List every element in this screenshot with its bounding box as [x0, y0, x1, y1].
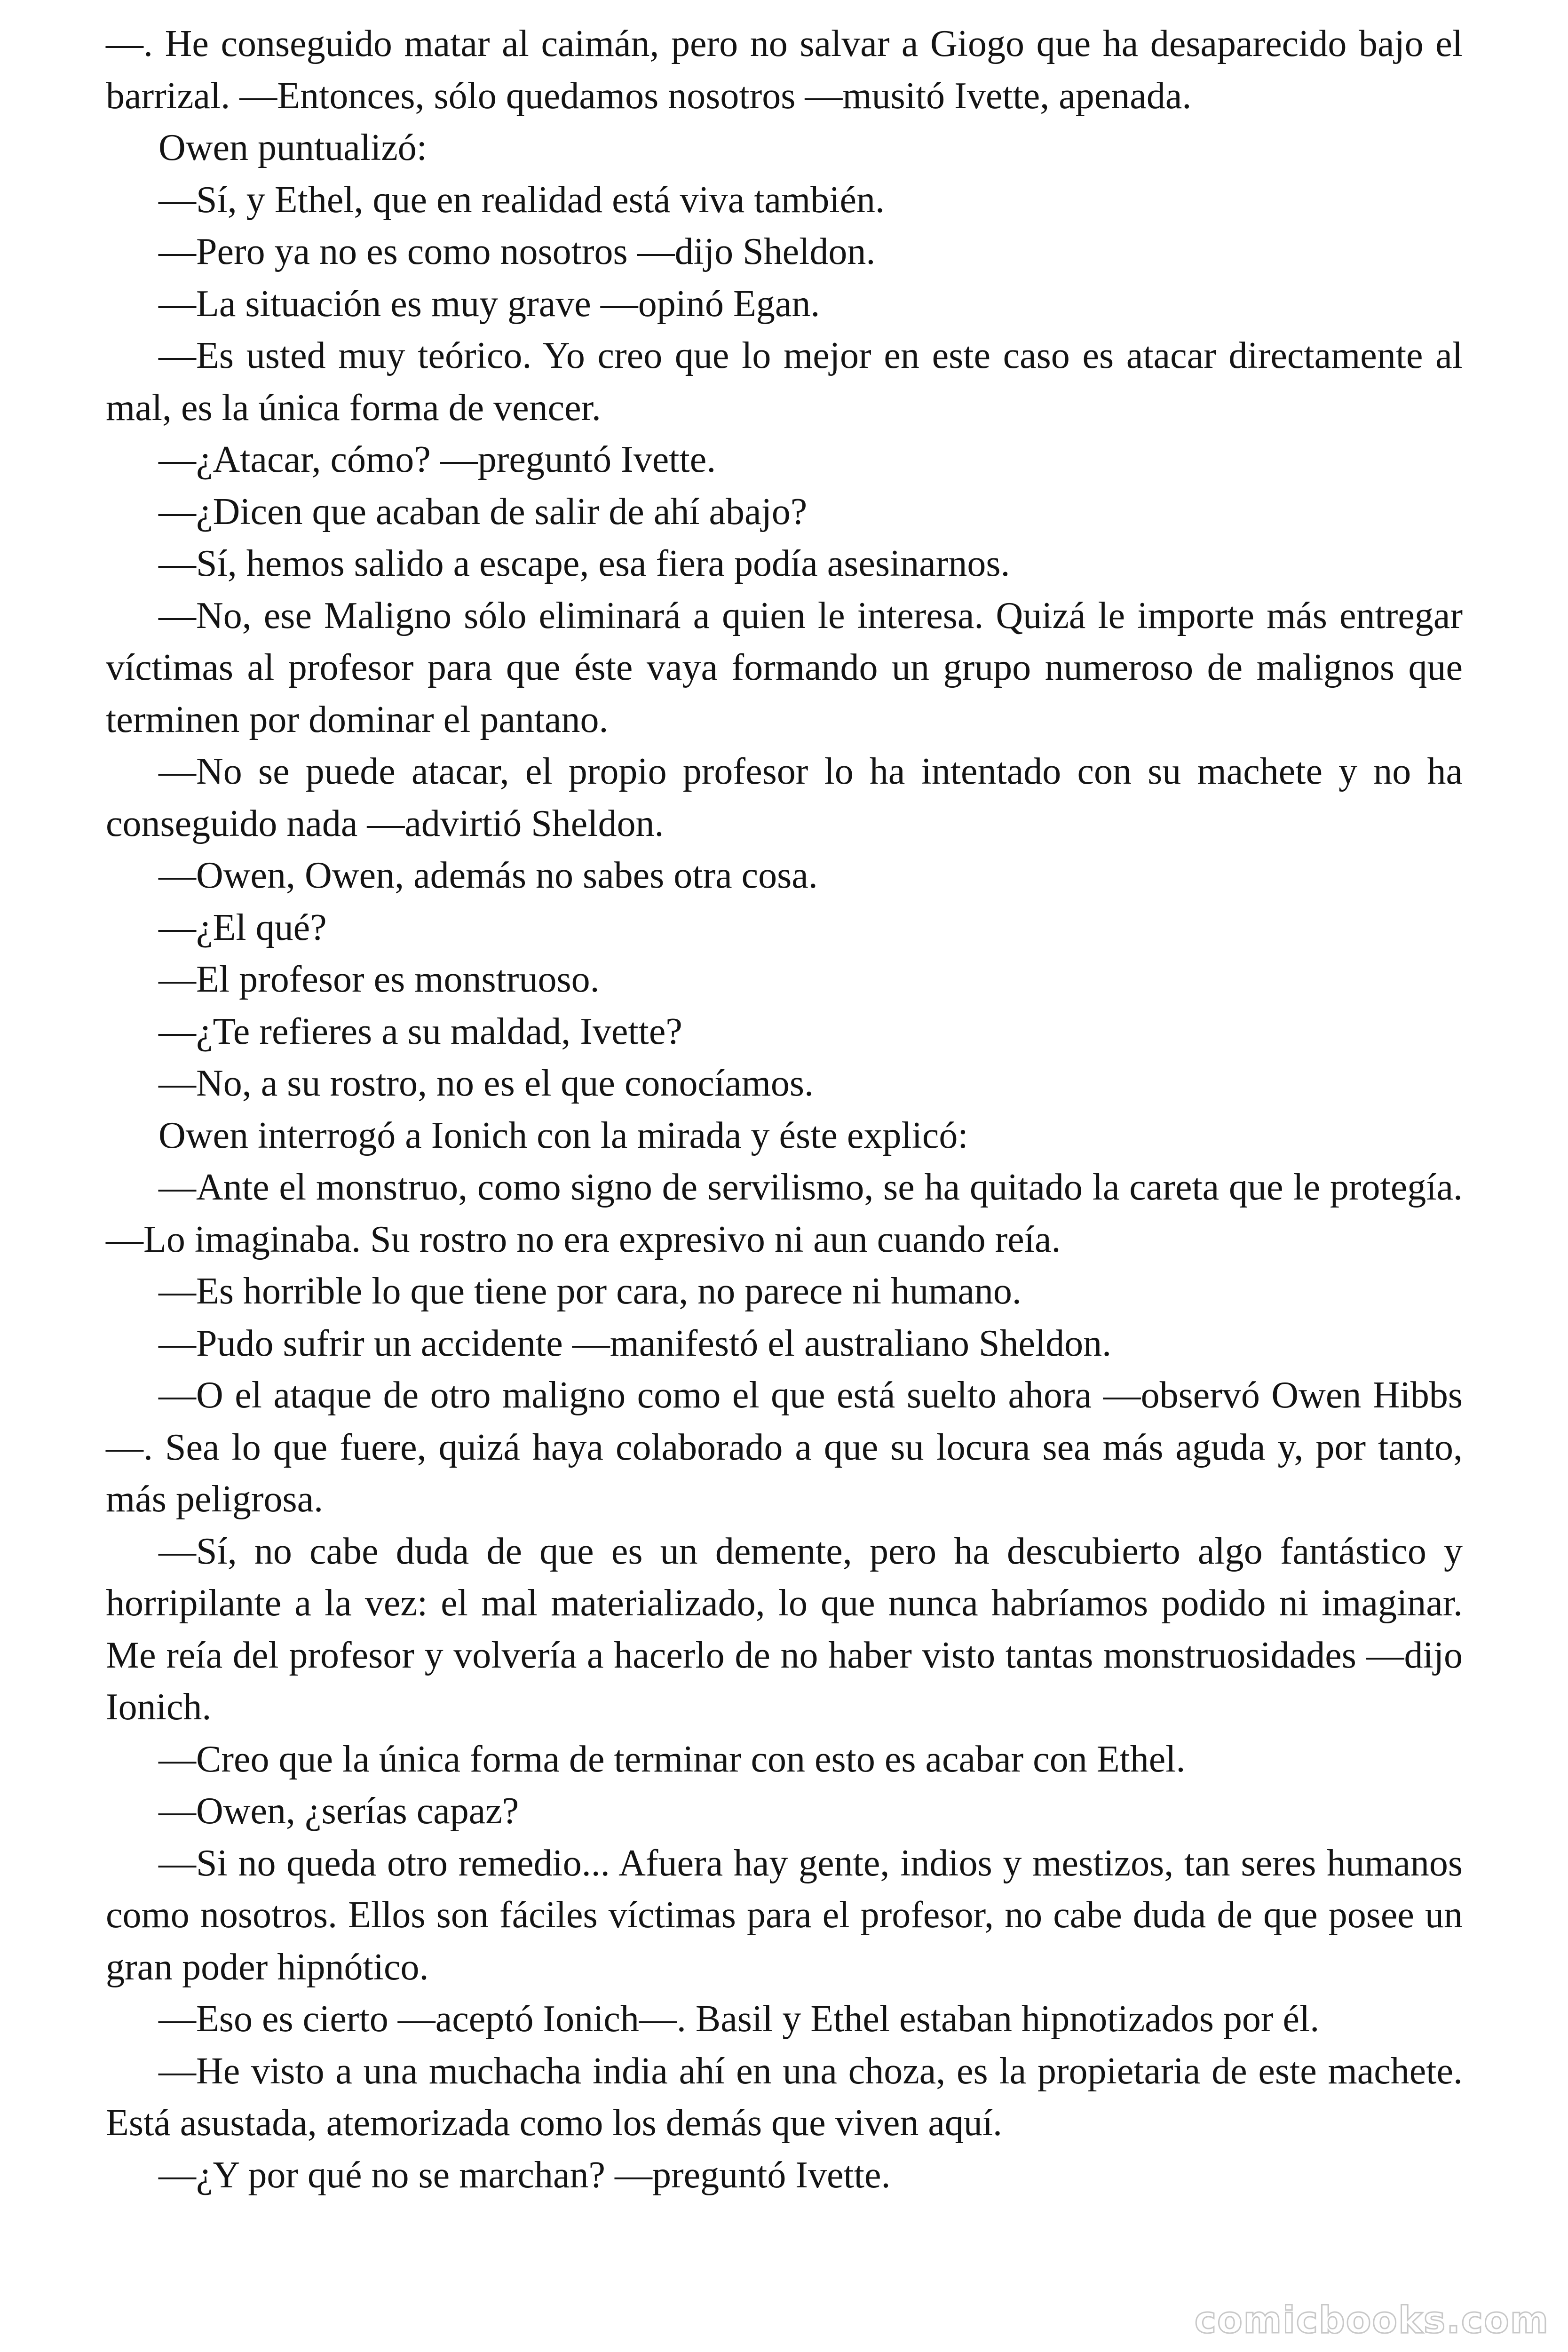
- paragraph: Owen puntualizó:: [158, 127, 427, 168]
- paragraph: —Es horrible lo que tiene por cara, no parece ni humano.: [158, 1271, 1022, 1312]
- paragraph: —No, ese Maligno sólo eliminará a quien le interesa. Quizá le importe más entregar víctimas al profesor para que éste vaya formando un grupo numeroso de malignos que terminen por dominar el pantano.: [106, 595, 1463, 740]
- paragraph: —Ante el monstruo, como signo de servilismo, se ha quitado la careta que le protegía. —Lo imaginaba. Su rostro no era expresivo ni aun cuando reía.: [106, 1167, 1463, 1260]
- paragraph: —¿El qué?: [158, 906, 327, 948]
- paragraph: —El profesor es monstruoso.: [158, 959, 600, 1000]
- paragraph: —¿Atacar, cómo? —preguntó Ivette.: [158, 439, 716, 480]
- watermark: comicbooks.com: [1194, 2299, 1549, 2342]
- paragraph: —Si no queda otro remedio... Afuera hay gente, indios y mestizos, tan seres humanos como nosotros. Ellos son fáciles víctimas para el profesor, no cabe duda de que posee un gran poder hipnótico.: [106, 1842, 1463, 1988]
- paragraph: —. He conseguido matar al caimán, pero no salvar a Giogo que ha desaparecido bajo el barrizal. —Entonces, sólo quedamos nosotros —musitó Ivette, apenada.: [106, 23, 1463, 117]
- paragraph: —¿Te refieres a su maldad, Ivette?: [158, 1010, 682, 1052]
- paragraph: Owen interrogó a Ionich con la mirada y éste explicó:: [158, 1114, 968, 1156]
- paragraph: —Pero ya no es como nosotros —dijo Sheldon.: [158, 231, 876, 272]
- paragraph: —Owen, Owen, además no sabes otra cosa.: [158, 855, 818, 896]
- paragraph: —O el ataque de otro maligno como el que está suelto ahora —observó Owen Hibbs—. Sea lo que fuere, quizá haya colaborado a que su locura sea más aguda y, por tanto, más peligrosa.: [106, 1375, 1463, 1520]
- paragraph: —No se puede atacar, el propio profesor lo ha intentado con su machete y no ha conseguido nada —advirtió Sheldon.: [106, 751, 1463, 844]
- paragraph: —¿Y por qué no se marchan? —preguntó Ivette.: [158, 2154, 891, 2196]
- page-text-body: [106, 18, 1463, 2201]
- paragraph: —Owen, ¿serías capaz?: [158, 1790, 519, 1832]
- paragraph: —¿Dicen que acaban de salir de ahí abajo?: [158, 491, 808, 532]
- paragraph: —He visto a una muchacha india ahí en una choza, es la propietaria de este machete. Está asustada, atemorizada como los demás que viven aquí.: [106, 2050, 1463, 2144]
- paragraph: —Sí, no cabe duda de que es un demente, pero ha descubierto algo fantástico y horripilante a la vez: el mal materializado, lo que nunca habríamos podido ni imaginar. Me reía del profesor y volvería a hacerlo de no haber visto tantas monstruosidades —dijo Ionich.: [106, 1530, 1463, 1728]
- paragraph: —La situación es muy grave —opinó Egan.: [158, 283, 820, 325]
- paragraph: —Sí, y Ethel, que en realidad está viva también.: [158, 179, 885, 221]
- paragraph: —Es usted muy teórico. Yo creo que lo mejor en este caso es atacar directamente al mal, es la única forma de vencer.: [106, 335, 1463, 429]
- paragraph: —Creo que la única forma de terminar con esto es acabar con Ethel.: [158, 1738, 1186, 1780]
- paragraph: —Sí, hemos salido a escape, esa fiera podía asesinarnos.: [158, 543, 1010, 584]
- paragraph: —Pudo sufrir un accidente —manifestó el australiano Sheldon.: [158, 1322, 1112, 1364]
- paragraph: —Eso es cierto —aceptó Ionich—. Basil y Ethel estaban hipnotizados por él.: [158, 1998, 1320, 2040]
- paragraph: —No, a su rostro, no es el que conocíamos.: [158, 1063, 814, 1104]
